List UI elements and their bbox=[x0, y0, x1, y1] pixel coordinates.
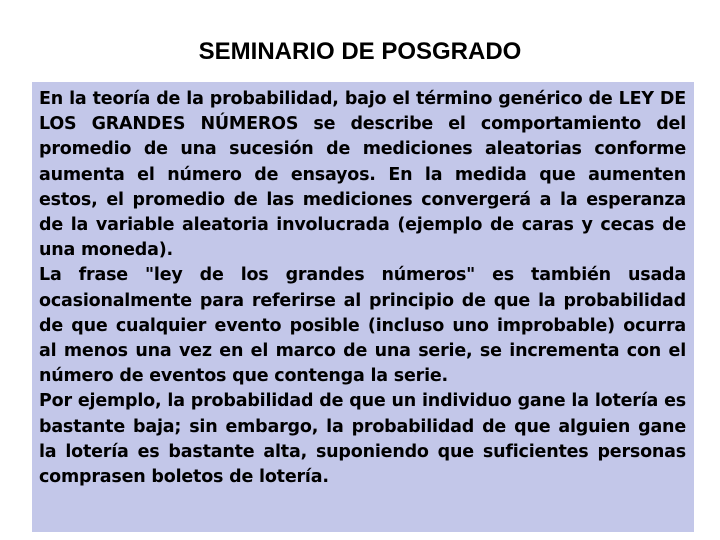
paragraph-lottery-example: Por ejemplo, la probabilidad de que un individuo gane la lotería es bastante baja; sin embargo, la probabilidad de que alguien gane la lotería es bastante alta, suponiendo que suficientes personas comprasen boletos de lotería. bbox=[39, 391, 686, 488]
paragraph-law-definition: En la teoría de la probabilidad, bajo el término genérico de LEY DE LOS GRANDES NÚMEROS se describe el comportamiento del promedio de una sucesión de mediciones aleatorias conforme aumenta el número de ensayos. En la medida que aumenten estos, el promedio de las mediciones convergerá a la esperanza de la variable aleatoria involucrada (ejemplo de caras y cecas de una moneda). bbox=[39, 89, 686, 261]
content-box bbox=[32, 82, 694, 532]
slide-title: SEMINARIO DE POSGRADO bbox=[198, 38, 522, 65]
paragraph-phrase-usage: La frase "ley de los grandes números" es también usada ocasionalmente para referirse al principio de que la probabilidad de que cualquier evento posible (incluso uno improbable) ocurra al menos una vez en el marco de una serie, se incrementa con el número de eventos que contenga la serie. bbox=[39, 265, 686, 387]
